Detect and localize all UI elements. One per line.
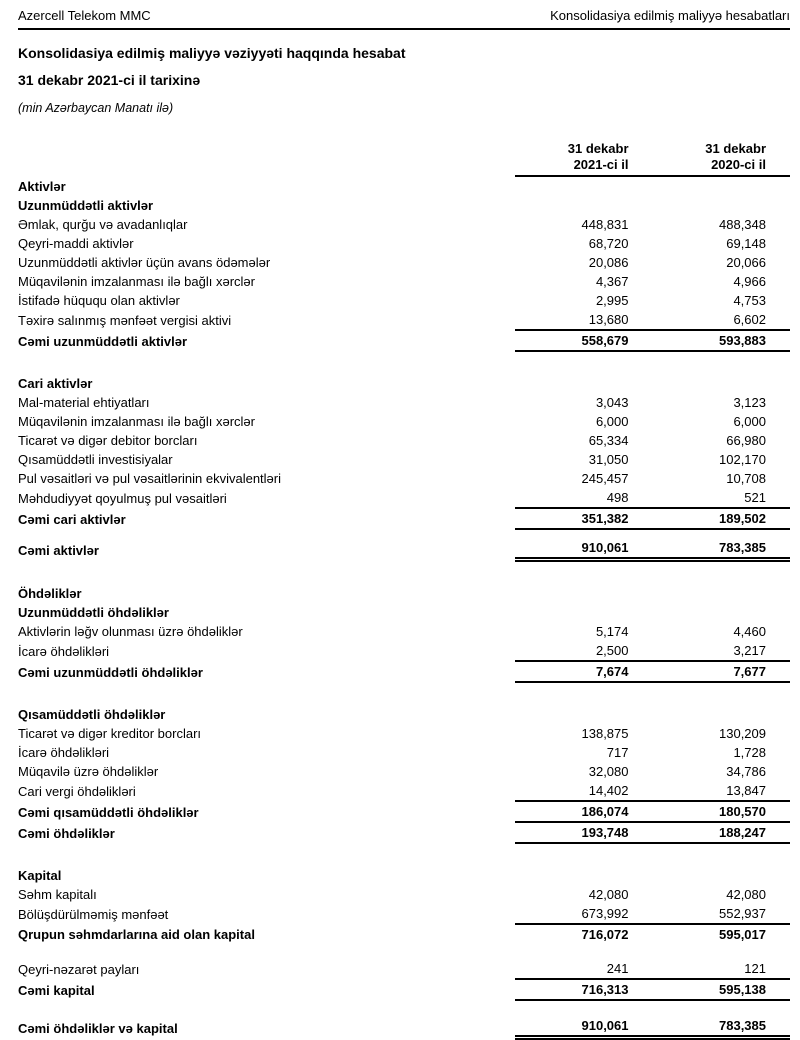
row-values xyxy=(515,743,790,762)
value-2020: 783,385 xyxy=(719,1018,766,1033)
row-values xyxy=(515,291,790,310)
item-row xyxy=(18,959,790,980)
currency-note: (min Azərbaycan Manatı ilə) xyxy=(18,101,174,115)
row-label: Məhdudiyyət qoyulmuş pul vəsaitləri xyxy=(18,491,227,506)
item-row xyxy=(18,622,790,641)
row-label: Aktivlərin ləğv olunması üzrə öhdəliklər xyxy=(18,624,243,639)
row-label: Cəmi uzunmüddətli öhdəliklər xyxy=(18,665,203,680)
row-values xyxy=(515,272,790,291)
row-label: İstifadə hüququ olan aktivlər xyxy=(18,293,180,308)
total-row xyxy=(18,823,790,844)
row-label: Cəmi aktivlər xyxy=(18,542,99,558)
row-label: Qısamüddətli investisiyalar xyxy=(18,452,173,467)
value-2020: 4,460 xyxy=(733,624,766,639)
row-label: Qeyri-maddi aktivlər xyxy=(18,236,134,251)
doc-header xyxy=(18,8,790,30)
row-values xyxy=(515,980,790,1001)
item-row xyxy=(18,450,790,469)
row-label: Uzunmüddətli aktivlər xyxy=(18,198,154,213)
row-values xyxy=(515,215,790,234)
item-row xyxy=(18,431,790,450)
value-2021: 448,831 xyxy=(581,217,629,232)
section-row xyxy=(18,177,790,196)
column-header-2021 xyxy=(515,141,653,173)
row-values xyxy=(515,1016,790,1040)
page-subtitle: 31 dekabr 2021-ci il tarixinə xyxy=(18,72,201,88)
value-2020: 20,066 xyxy=(726,255,766,270)
row-label: Öhdəliklər xyxy=(18,586,82,601)
value-2020: 6,000 xyxy=(733,414,766,429)
item-row xyxy=(18,904,790,925)
item-row xyxy=(18,291,790,310)
column-header-2020 xyxy=(653,141,791,173)
row-label: Ticarət və digər debitor borcları xyxy=(18,433,198,448)
row-label: Cəmi öhdəliklər və kapital xyxy=(18,1020,178,1036)
value-2020: 3,217 xyxy=(733,643,766,658)
row-label: Mal-material ehtiyatları xyxy=(18,395,150,410)
item-row xyxy=(18,310,790,331)
value-2020: 521 xyxy=(744,490,766,505)
spacer-row xyxy=(18,1001,790,1016)
item-row xyxy=(18,469,790,488)
company-name: Azercell Telekom MMC xyxy=(18,8,151,23)
value-2020: 42,080 xyxy=(726,887,766,902)
report-type-label: Konsolidasiya edilmiş maliyyə hesabatları xyxy=(550,8,790,23)
value-2020: 593,883 xyxy=(719,333,766,348)
value-2021: 20,086 xyxy=(588,255,629,270)
value-2021: 558,679 xyxy=(581,333,629,348)
row-label: Qrupun səhmdarlarına aid olan kapital xyxy=(18,927,255,942)
spacer-row xyxy=(18,683,790,705)
row-values xyxy=(515,488,790,509)
spacer-row xyxy=(18,562,790,584)
row-values xyxy=(515,374,790,393)
row-values xyxy=(515,177,790,196)
value-2021: 14,402 xyxy=(588,783,629,798)
value-2021: 31,050 xyxy=(588,452,629,467)
row-values xyxy=(515,762,790,781)
value-2021: 910,061 xyxy=(581,540,629,555)
value-2021: 498 xyxy=(606,490,629,505)
row-values xyxy=(515,234,790,253)
value-2020: 595,138 xyxy=(719,982,766,997)
value-2021: 2,995 xyxy=(595,293,629,308)
row-values xyxy=(515,412,790,431)
item-row xyxy=(18,393,790,412)
value-2021: 68,720 xyxy=(588,236,629,251)
title-block xyxy=(18,45,790,115)
total-row xyxy=(18,925,790,944)
item-row xyxy=(18,488,790,509)
row-label: Qısamüddətli öhdəliklər xyxy=(18,707,166,722)
row-values xyxy=(515,885,790,904)
row-values xyxy=(515,509,790,530)
value-2021: 2,500 xyxy=(595,643,629,658)
value-2020: 595,017 xyxy=(719,927,766,942)
value-2021: 13,680 xyxy=(588,312,629,327)
value-2021: 351,382 xyxy=(581,511,629,526)
row-label: İcarə öhdəlikləri xyxy=(18,745,110,760)
column-header-2020-line2: 2020-ci il xyxy=(711,157,766,172)
section-row xyxy=(18,584,790,603)
total-row xyxy=(18,331,790,352)
value-2021: 716,313 xyxy=(581,982,629,997)
value-2021: 717 xyxy=(606,745,629,760)
value-2021: 138,875 xyxy=(581,726,629,741)
item-row xyxy=(18,885,790,904)
row-label: Pul vəsaitləri və pul vəsaitlərinin ekvivalentləri xyxy=(18,471,282,486)
value-2021: 32,080 xyxy=(588,764,629,779)
section-row xyxy=(18,866,790,885)
value-2021: 910,061 xyxy=(581,1018,629,1033)
item-row xyxy=(18,234,790,253)
financial-table xyxy=(18,141,790,1040)
section-row xyxy=(18,374,790,393)
row-values xyxy=(515,331,790,352)
row-label: Cəmi öhdəliklər xyxy=(18,826,115,841)
row-values xyxy=(515,469,790,488)
item-row xyxy=(18,762,790,781)
value-2020: 102,170 xyxy=(719,452,766,467)
total-row xyxy=(18,662,790,683)
item-row xyxy=(18,272,790,291)
row-values xyxy=(515,641,790,662)
row-label: Uzunmüddətli öhdəliklər xyxy=(18,605,169,620)
row-label: Cari vergi öhdəlikləri xyxy=(18,784,136,799)
row-values xyxy=(515,904,790,925)
row-values xyxy=(515,662,790,683)
value-2021: 673,992 xyxy=(581,906,629,921)
total-row xyxy=(18,1016,790,1040)
item-row xyxy=(18,412,790,431)
value-2020: 3,123 xyxy=(733,395,766,410)
spacer-row xyxy=(18,530,790,538)
row-values xyxy=(515,584,790,603)
value-2020: 6,602 xyxy=(733,312,766,327)
value-2020: 4,753 xyxy=(733,293,766,308)
section-row xyxy=(18,196,790,215)
value-2021: 65,334 xyxy=(588,433,629,448)
row-values xyxy=(515,705,790,724)
spacer-row xyxy=(18,844,790,866)
value-2020: 121 xyxy=(744,961,766,976)
value-2020: 7,677 xyxy=(733,664,766,679)
row-label: Cəmi cari aktivlər xyxy=(18,512,126,527)
column-header-values xyxy=(515,141,790,177)
value-2021: 7,674 xyxy=(595,664,629,679)
row-values xyxy=(515,802,790,823)
item-row xyxy=(18,743,790,762)
row-label: Uzunmüddətli aktivlər üçün avans ödəmələr xyxy=(18,255,271,270)
row-values xyxy=(515,603,790,622)
row-label: Cari aktivlər xyxy=(18,376,93,391)
spacer-row xyxy=(18,352,790,374)
value-2021: 245,457 xyxy=(581,471,629,486)
total-row xyxy=(18,509,790,530)
table-column-headers xyxy=(18,141,790,177)
row-values xyxy=(515,622,790,641)
row-label: Cəmi qısamüddətli öhdəliklər xyxy=(18,805,199,820)
row-values xyxy=(515,959,790,980)
total-row xyxy=(18,802,790,823)
row-values xyxy=(515,196,790,215)
item-row xyxy=(18,253,790,272)
item-row xyxy=(18,781,790,802)
row-label: Qeyri-nəzarət payları xyxy=(18,962,140,977)
value-2020: 1,728 xyxy=(733,745,766,760)
row-values xyxy=(515,310,790,331)
row-values xyxy=(515,925,790,944)
value-2020: 189,502 xyxy=(719,511,766,526)
row-label: Müqavilənin imzalanması ilə bağlı xərclər xyxy=(18,414,255,429)
row-values xyxy=(515,253,790,272)
value-2020: 13,847 xyxy=(726,783,766,798)
row-label: Müqavilə üzrə öhdəliklər xyxy=(18,764,159,779)
value-2021: 193,748 xyxy=(581,825,629,840)
row-label: Təxirə salınmış mənfəət vergisi aktivi xyxy=(18,313,232,328)
row-label: Əmlak, qurğu və avadanlıqlar xyxy=(18,217,188,232)
value-2021: 186,074 xyxy=(581,804,629,819)
row-values xyxy=(515,393,790,412)
page-title: Konsolidasiya edilmiş maliyyə vəziyyəti haqqında hesabat xyxy=(18,45,406,61)
row-values xyxy=(515,823,790,844)
row-label: Müqavilənin imzalanması ilə bağlı xərclər xyxy=(18,274,255,289)
value-2020: 188,247 xyxy=(719,825,766,840)
row-label: Cəmi uzunmüddətli aktivlər xyxy=(18,334,188,349)
row-label: Kapital xyxy=(18,868,62,883)
value-2021: 4,367 xyxy=(595,274,629,289)
value-2020: 488,348 xyxy=(719,217,766,232)
item-row xyxy=(18,215,790,234)
item-row xyxy=(18,724,790,743)
column-header-2021-line2: 2021-ci il xyxy=(573,157,629,172)
row-values xyxy=(515,724,790,743)
row-label: Cəmi kapital xyxy=(18,983,95,998)
row-values xyxy=(515,781,790,802)
total-row xyxy=(18,538,790,562)
total-row xyxy=(18,980,790,1001)
section-row xyxy=(18,603,790,622)
value-2021: 42,080 xyxy=(588,887,629,902)
section-row xyxy=(18,705,790,724)
value-2020: 130,209 xyxy=(719,726,766,741)
value-2020: 4,966 xyxy=(733,274,766,289)
value-2021: 241 xyxy=(606,961,629,976)
row-label: Ticarət və digər kreditor borcları xyxy=(18,726,202,741)
value-2020: 34,786 xyxy=(726,764,766,779)
value-2020: 180,570 xyxy=(719,804,766,819)
value-2021: 716,072 xyxy=(581,927,629,942)
item-row xyxy=(18,641,790,662)
row-values xyxy=(515,538,790,562)
value-2020: 66,980 xyxy=(726,433,766,448)
value-2021: 5,174 xyxy=(595,624,629,639)
column-header-2020-line1: 31 dekabr xyxy=(705,141,766,156)
column-header-2021-line1: 31 dekabr xyxy=(567,141,629,156)
value-2020: 10,708 xyxy=(726,471,766,486)
value-2020: 552,937 xyxy=(719,906,766,921)
table-body xyxy=(18,177,790,1040)
spacer-row xyxy=(18,944,790,959)
value-2020: 69,148 xyxy=(726,236,766,251)
value-2021: 6,000 xyxy=(595,414,629,429)
value-2021: 3,043 xyxy=(595,395,629,410)
row-label: Aktivlər xyxy=(18,179,66,194)
row-values xyxy=(515,450,790,469)
row-label: Bölüşdürülməmiş mənfəət xyxy=(18,907,169,922)
row-values xyxy=(515,431,790,450)
row-values xyxy=(515,866,790,885)
row-label: Səhm kapitalı xyxy=(18,887,97,902)
value-2020: 783,385 xyxy=(719,540,766,555)
row-label: İcarə öhdəlikləri xyxy=(18,644,110,659)
